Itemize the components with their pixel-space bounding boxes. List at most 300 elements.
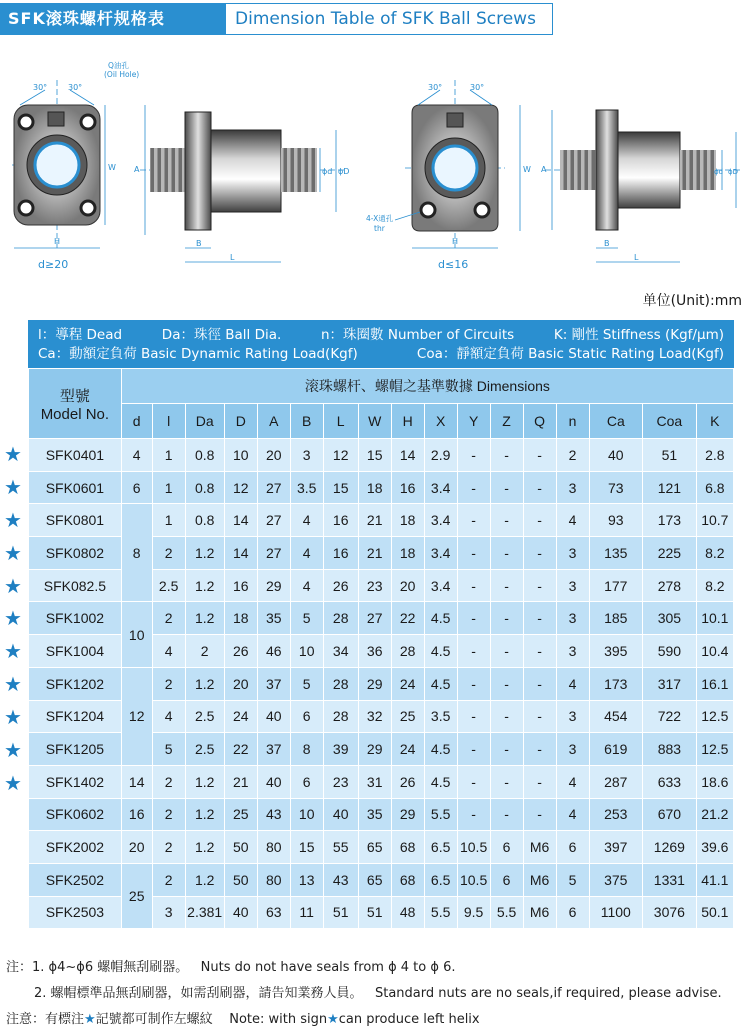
dimension-table <box>28 368 734 929</box>
d-cell: 12 <box>121 667 152 765</box>
value-cell-d: 50 <box>224 863 257 896</box>
value-cell-w: 18 <box>358 471 391 504</box>
value-cell-ca: 73 <box>589 471 643 504</box>
column-header-n: n <box>556 404 589 439</box>
value-cell-da: 1.2 <box>185 765 224 798</box>
value-cell-k: 50.1 <box>696 896 733 929</box>
value-cell-x: 2.9 <box>424 439 457 472</box>
star-icon: ★ <box>4 672 22 697</box>
value-cell-z: - <box>490 569 523 602</box>
value-cell-w: 29 <box>358 667 391 700</box>
value-cell-n: 3 <box>556 733 589 766</box>
value-cell-q: - <box>523 602 556 635</box>
value-cell-z: 6 <box>490 831 523 864</box>
value-cell-d: 18 <box>224 602 257 635</box>
value-cell-l: 51 <box>323 896 358 929</box>
value-cell-w: 35 <box>358 798 391 831</box>
value-cell-d: 20 <box>224 667 257 700</box>
value-cell-w: 31 <box>358 765 391 798</box>
value-cell-w: 65 <box>358 831 391 864</box>
column-header-d: D <box>224 404 257 439</box>
column-header-a: A <box>257 404 290 439</box>
value-cell-y: 10.5 <box>457 863 490 896</box>
value-cell-b: 10 <box>290 798 323 831</box>
value-cell-a: 43 <box>257 798 290 831</box>
value-cell-ca: 375 <box>589 863 643 896</box>
value-cell-a: 63 <box>257 896 290 929</box>
value-cell-coa: 51 <box>643 439 697 472</box>
value-cell-d: 26 <box>224 635 257 668</box>
value-cell-b: 11 <box>290 896 323 929</box>
model-cell: SFK0801 <box>29 504 122 537</box>
value-cell-l: 43 <box>323 863 358 896</box>
star-icon: ★ <box>4 705 22 730</box>
value-cell-k: 2.8 <box>696 439 733 472</box>
star-icon: ★ <box>4 573 22 598</box>
dim-w-right: W <box>523 165 531 174</box>
value-cell-coa: 883 <box>643 733 697 766</box>
value-cell-ca: 173 <box>589 667 643 700</box>
value-cell-ca: 135 <box>589 537 643 570</box>
star-icon: ★ <box>327 1012 339 1027</box>
model-cell: SFK0401 <box>29 439 122 472</box>
value-cell-coa: 633 <box>643 765 697 798</box>
model-header <box>29 369 122 439</box>
value-cell-ca: 287 <box>589 765 643 798</box>
value-cell-z: - <box>490 471 523 504</box>
value-cell-q: M6 <box>523 831 556 864</box>
thru-hole-label: 4-X通孔 <box>366 214 394 223</box>
value-cell-k: 10.7 <box>696 504 733 537</box>
model-cell: SFK082.5 <box>29 569 122 602</box>
value-cell-l: 12 <box>323 439 358 472</box>
d-cell: 4 <box>121 439 152 472</box>
value-cell-k: 12.5 <box>696 700 733 733</box>
value-cell-w: 27 <box>358 602 391 635</box>
value-cell-l: 4 <box>152 635 185 668</box>
value-cell-k: 21.2 <box>696 798 733 831</box>
value-cell-q: M6 <box>523 863 556 896</box>
value-cell-h: 68 <box>391 831 424 864</box>
value-cell-d: 12 <box>224 471 257 504</box>
note-2-en: Standard nuts are no seals,if required, please advise. <box>374 986 722 1001</box>
front-view-small <box>395 80 520 250</box>
value-cell-l: 1 <box>152 471 185 504</box>
value-cell-da: 1.2 <box>185 798 224 831</box>
angle-label-2: 30° <box>68 83 83 92</box>
value-cell-k: 41.1 <box>696 863 733 896</box>
model-cell: SFK0802 <box>29 537 122 570</box>
value-cell-y: - <box>457 765 490 798</box>
value-cell-h: 68 <box>391 863 424 896</box>
value-cell-l: 2 <box>152 831 185 864</box>
dim-b-left: B <box>196 239 202 248</box>
star-icon <box>0 833 26 866</box>
star-icon <box>0 898 26 931</box>
value-cell-d: 14 <box>224 504 257 537</box>
dim-d-right: ϕd <box>714 168 724 176</box>
value-cell-b: 10 <box>290 635 323 668</box>
value-cell-k: 39.6 <box>696 831 733 864</box>
value-cell-coa: 317 <box>643 667 697 700</box>
value-cell-h: 16 <box>391 471 424 504</box>
star-icon: ★ <box>4 738 22 763</box>
value-cell-a: 35 <box>257 602 290 635</box>
value-cell-b: 15 <box>290 831 323 864</box>
value-cell-x: 3.4 <box>424 504 457 537</box>
value-cell-b: 5 <box>290 667 323 700</box>
value-cell-x: 4.5 <box>424 765 457 798</box>
column-header-d: d <box>121 404 152 439</box>
value-cell-da: 0.8 <box>185 439 224 472</box>
value-cell-n: 4 <box>556 667 589 700</box>
note-1 <box>6 955 722 981</box>
column-header-y: Y <box>457 404 490 439</box>
value-cell-n: 6 <box>556 831 589 864</box>
value-cell-ca: 454 <box>589 700 643 733</box>
value-cell-k: 8.2 <box>696 537 733 570</box>
value-cell-w: 29 <box>358 733 391 766</box>
note-3-c: Note: with sign <box>229 1012 328 1027</box>
value-cell-n: 3 <box>556 569 589 602</box>
value-cell-n: 3 <box>556 471 589 504</box>
value-cell-x: 4.5 <box>424 733 457 766</box>
column-header-k: K <box>696 404 733 439</box>
value-cell-q: - <box>523 439 556 472</box>
value-cell-l: 2 <box>152 765 185 798</box>
value-cell-h: 14 <box>391 439 424 472</box>
value-cell-z: - <box>490 439 523 472</box>
value-cell-h: 29 <box>391 798 424 831</box>
model-cell: SFK0601 <box>29 471 122 504</box>
value-cell-b: 5 <box>290 602 323 635</box>
value-cell-b: 6 <box>290 765 323 798</box>
unit-label: 单位(Unit):mm <box>642 293 742 309</box>
value-cell-h: 48 <box>391 896 424 929</box>
value-cell-b: 3 <box>290 439 323 472</box>
value-cell-da: 0.8 <box>185 471 224 504</box>
value-cell-d: 25 <box>224 798 257 831</box>
value-cell-a: 46 <box>257 635 290 668</box>
value-cell-x: 5.5 <box>424 798 457 831</box>
dim-d-left: ϕd <box>322 167 333 176</box>
dim-h-right: H <box>452 237 459 246</box>
value-cell-a: 40 <box>257 765 290 798</box>
right-caption: d≤16 <box>438 258 469 271</box>
legend-static-load: Coa：靜額定負荷 Basic Static Rating Load(Kgf) <box>416 346 724 362</box>
value-cell-w: 51 <box>358 896 391 929</box>
column-header-ca: Ca <box>589 404 643 439</box>
value-cell-l: 2 <box>152 863 185 896</box>
angle-label-3: 30° <box>428 83 443 92</box>
value-cell-l: 15 <box>323 471 358 504</box>
table-row <box>29 765 734 798</box>
value-cell-z: - <box>490 765 523 798</box>
model-cell: SFK1204 <box>29 700 122 733</box>
d-cell: 14 <box>121 765 152 798</box>
table-row <box>29 602 734 635</box>
side-view-small <box>545 110 740 262</box>
value-cell-l: 26 <box>323 569 358 602</box>
value-cell-x: 4.5 <box>424 602 457 635</box>
d-cell: 20 <box>121 831 152 864</box>
note-3 <box>6 1007 722 1033</box>
value-cell-x: 3.5 <box>424 700 457 733</box>
column-header-h: H <box>391 404 424 439</box>
d-cell: 8 <box>121 504 152 602</box>
value-cell-b: 4 <box>290 504 323 537</box>
value-cell-h: 26 <box>391 765 424 798</box>
value-cell-z: - <box>490 635 523 668</box>
value-cell-coa: 1331 <box>643 863 697 896</box>
value-cell-ca: 253 <box>589 798 643 831</box>
dim-D-right: ϕD <box>728 168 739 176</box>
model-cell: SFK2502 <box>29 863 122 896</box>
value-cell-x: 3.4 <box>424 471 457 504</box>
star-icon: ★ <box>4 507 22 532</box>
value-cell-l: 28 <box>323 602 358 635</box>
value-cell-z: - <box>490 504 523 537</box>
legend-circuits: n：珠圈數 Number of Circuits <box>321 327 515 343</box>
value-cell-coa: 722 <box>643 700 697 733</box>
value-cell-da: 1.2 <box>185 569 224 602</box>
dim-b-right: B <box>604 239 610 248</box>
model-cell: SFK2503 <box>29 896 122 929</box>
value-cell-b: 13 <box>290 863 323 896</box>
d-cell: 10 <box>121 602 152 667</box>
column-header-w: W <box>358 404 391 439</box>
table-row <box>29 831 734 864</box>
model-cell: SFK1205 <box>29 733 122 766</box>
value-cell-z: - <box>490 798 523 831</box>
value-cell-q: - <box>523 798 556 831</box>
legend-stiffness: K: 剛性 Stiffness (Kgf/μm) <box>553 327 724 343</box>
value-cell-x: 6.5 <box>424 863 457 896</box>
value-cell-coa: 590 <box>643 635 697 668</box>
star-icon: ★ <box>4 474 22 499</box>
note-2-prefix: 2. <box>34 986 47 1001</box>
value-cell-w: 23 <box>358 569 391 602</box>
value-cell-x: 3.4 <box>424 569 457 602</box>
value-cell-q: - <box>523 667 556 700</box>
value-cell-da: 1.2 <box>185 863 224 896</box>
value-cell-l: 2 <box>152 602 185 635</box>
model-cell: SFK1202 <box>29 667 122 700</box>
column-header-z: Z <box>490 404 523 439</box>
value-cell-n: 3 <box>556 635 589 668</box>
value-cell-k: 10.1 <box>696 602 733 635</box>
value-cell-x: 3.4 <box>424 537 457 570</box>
table-row <box>29 504 734 537</box>
value-cell-h: 18 <box>391 537 424 570</box>
technical-drawings <box>0 50 748 280</box>
value-cell-coa: 1269 <box>643 831 697 864</box>
model-cell: SFK1002 <box>29 602 122 635</box>
value-cell-l: 28 <box>323 700 358 733</box>
value-cell-k: 8.2 <box>696 569 733 602</box>
value-cell-da: 1.2 <box>185 602 224 635</box>
value-cell-n: 6 <box>556 896 589 929</box>
value-cell-k: 12.5 <box>696 733 733 766</box>
value-cell-y: - <box>457 602 490 635</box>
value-cell-b: 4 <box>290 537 323 570</box>
left-helix-star-column <box>0 438 26 931</box>
value-cell-ca: 93 <box>589 504 643 537</box>
value-cell-n: 4 <box>556 765 589 798</box>
value-cell-l: 28 <box>323 667 358 700</box>
value-cell-ca: 177 <box>589 569 643 602</box>
notes <box>6 955 722 1033</box>
star-icon: ★ <box>84 1012 96 1027</box>
value-cell-y: - <box>457 733 490 766</box>
model-header-cn: 型號 <box>59 387 90 405</box>
value-cell-l: 5 <box>152 733 185 766</box>
value-cell-h: 28 <box>391 635 424 668</box>
value-cell-l: 16 <box>323 504 358 537</box>
value-cell-b: 4 <box>290 569 323 602</box>
column-header-x: X <box>424 404 457 439</box>
value-cell-x: 5.5 <box>424 896 457 929</box>
value-cell-d: 40 <box>224 896 257 929</box>
table-row <box>29 439 734 472</box>
column-header-l: L <box>323 404 358 439</box>
value-cell-d: 14 <box>224 537 257 570</box>
value-cell-w: 32 <box>358 700 391 733</box>
value-cell-z: - <box>490 733 523 766</box>
value-cell-d: 24 <box>224 700 257 733</box>
value-cell-n: 3 <box>556 537 589 570</box>
value-cell-k: 6.8 <box>696 471 733 504</box>
column-header-b: B <box>290 404 323 439</box>
table-row <box>29 667 734 700</box>
value-cell-z: - <box>490 667 523 700</box>
value-cell-a: 20 <box>257 439 290 472</box>
value-cell-coa: 3076 <box>643 896 697 929</box>
model-cell: SFK0602 <box>29 798 122 831</box>
value-cell-h: 25 <box>391 700 424 733</box>
note-3-a: 注意：有標注 <box>6 1012 85 1027</box>
value-cell-l: 55 <box>323 831 358 864</box>
front-view-large <box>12 80 105 250</box>
star-icon: ★ <box>4 442 22 466</box>
dim-a-right: A <box>541 165 547 174</box>
value-cell-q: M6 <box>523 896 556 929</box>
star-icon: ★ <box>4 540 22 565</box>
value-cell-l: 40 <box>323 798 358 831</box>
value-cell-x: 6.5 <box>424 831 457 864</box>
page-title-en: Dimension Table of SFK Ball Screws <box>225 3 553 35</box>
value-cell-h: 18 <box>391 504 424 537</box>
value-cell-w: 21 <box>358 504 391 537</box>
value-cell-q: - <box>523 504 556 537</box>
value-cell-z: 5.5 <box>490 896 523 929</box>
column-header-q: Q <box>523 404 556 439</box>
value-cell-d: 16 <box>224 569 257 602</box>
value-cell-da: 2.5 <box>185 733 224 766</box>
value-cell-n: 5 <box>556 863 589 896</box>
value-cell-w: 36 <box>358 635 391 668</box>
legend-dynamic-load: Ca：動額定負荷 Basic Dynamic Rating Load(Kgf) <box>38 346 358 362</box>
column-header-da: Da <box>185 404 224 439</box>
value-cell-y: - <box>457 798 490 831</box>
note-2 <box>6 981 722 1007</box>
value-cell-d: 22 <box>224 733 257 766</box>
value-cell-a: 80 <box>257 863 290 896</box>
table-row <box>29 798 734 831</box>
star-icon <box>0 866 26 899</box>
value-cell-h: 24 <box>391 733 424 766</box>
value-cell-ca: 1100 <box>589 896 643 929</box>
value-cell-h: 22 <box>391 602 424 635</box>
page-title-cn: SFK滚珠螺杆规格表 <box>0 3 225 35</box>
value-cell-da: 2 <box>185 635 224 668</box>
value-cell-coa: 305 <box>643 602 697 635</box>
value-cell-x: 4.5 <box>424 635 457 668</box>
value-cell-l: 23 <box>323 765 358 798</box>
value-cell-x: 4.5 <box>424 667 457 700</box>
value-cell-a: 29 <box>257 569 290 602</box>
value-cell-y: - <box>457 537 490 570</box>
value-cell-y: - <box>457 569 490 602</box>
value-cell-a: 37 <box>257 667 290 700</box>
oil-hole-label: Q油孔 <box>108 61 129 70</box>
dim-D-left: ϕD <box>338 167 350 176</box>
value-cell-k: 18.6 <box>696 765 733 798</box>
value-cell-l: 3 <box>152 896 185 929</box>
value-cell-q: - <box>523 733 556 766</box>
value-cell-w: 15 <box>358 439 391 472</box>
value-cell-k: 10.4 <box>696 635 733 668</box>
value-cell-ca: 395 <box>589 635 643 668</box>
dim-a-left: A <box>134 165 140 174</box>
value-cell-z: 6 <box>490 863 523 896</box>
value-cell-a: 40 <box>257 700 290 733</box>
note-1-en: Nuts do not have seals from ϕ 4 to ϕ 6. <box>200 960 456 975</box>
oil-hole-label-en: (Oil Hole) <box>104 70 140 79</box>
value-cell-w: 65 <box>358 863 391 896</box>
star-icon: ★ <box>4 606 22 631</box>
value-cell-a: 27 <box>257 537 290 570</box>
value-cell-ca: 397 <box>589 831 643 864</box>
value-cell-q: - <box>523 471 556 504</box>
value-cell-y: 9.5 <box>457 896 490 929</box>
value-cell-l: 1 <box>152 439 185 472</box>
value-cell-y: - <box>457 635 490 668</box>
value-cell-coa: 173 <box>643 504 697 537</box>
value-cell-q: - <box>523 765 556 798</box>
angle-label-1: 30° <box>33 83 48 92</box>
value-cell-coa: 225 <box>643 537 697 570</box>
value-cell-da: 2.5 <box>185 700 224 733</box>
value-cell-l: 2 <box>152 798 185 831</box>
value-cell-q: - <box>523 537 556 570</box>
angle-label-4: 30° <box>470 83 485 92</box>
value-cell-l: 16 <box>323 537 358 570</box>
value-cell-ca: 40 <box>589 439 643 472</box>
note-1-prefix: 注：1. <box>6 960 45 975</box>
legend-ball-dia: Da：珠徑 Ball Dia. <box>161 327 282 343</box>
value-cell-q: - <box>523 635 556 668</box>
value-cell-y: - <box>457 700 490 733</box>
note-2-cn: 螺帽標準品無刮刷器，如需刮刷器，請告知業務人員。 <box>50 986 363 1001</box>
dim-l-right: L <box>634 253 639 262</box>
table-row <box>29 471 734 504</box>
value-cell-l: 2 <box>152 537 185 570</box>
value-cell-k: 16.1 <box>696 667 733 700</box>
dim-l-left: L <box>230 253 235 262</box>
value-cell-a: 27 <box>257 504 290 537</box>
thru-hole-label-en: thr <box>374 224 385 233</box>
